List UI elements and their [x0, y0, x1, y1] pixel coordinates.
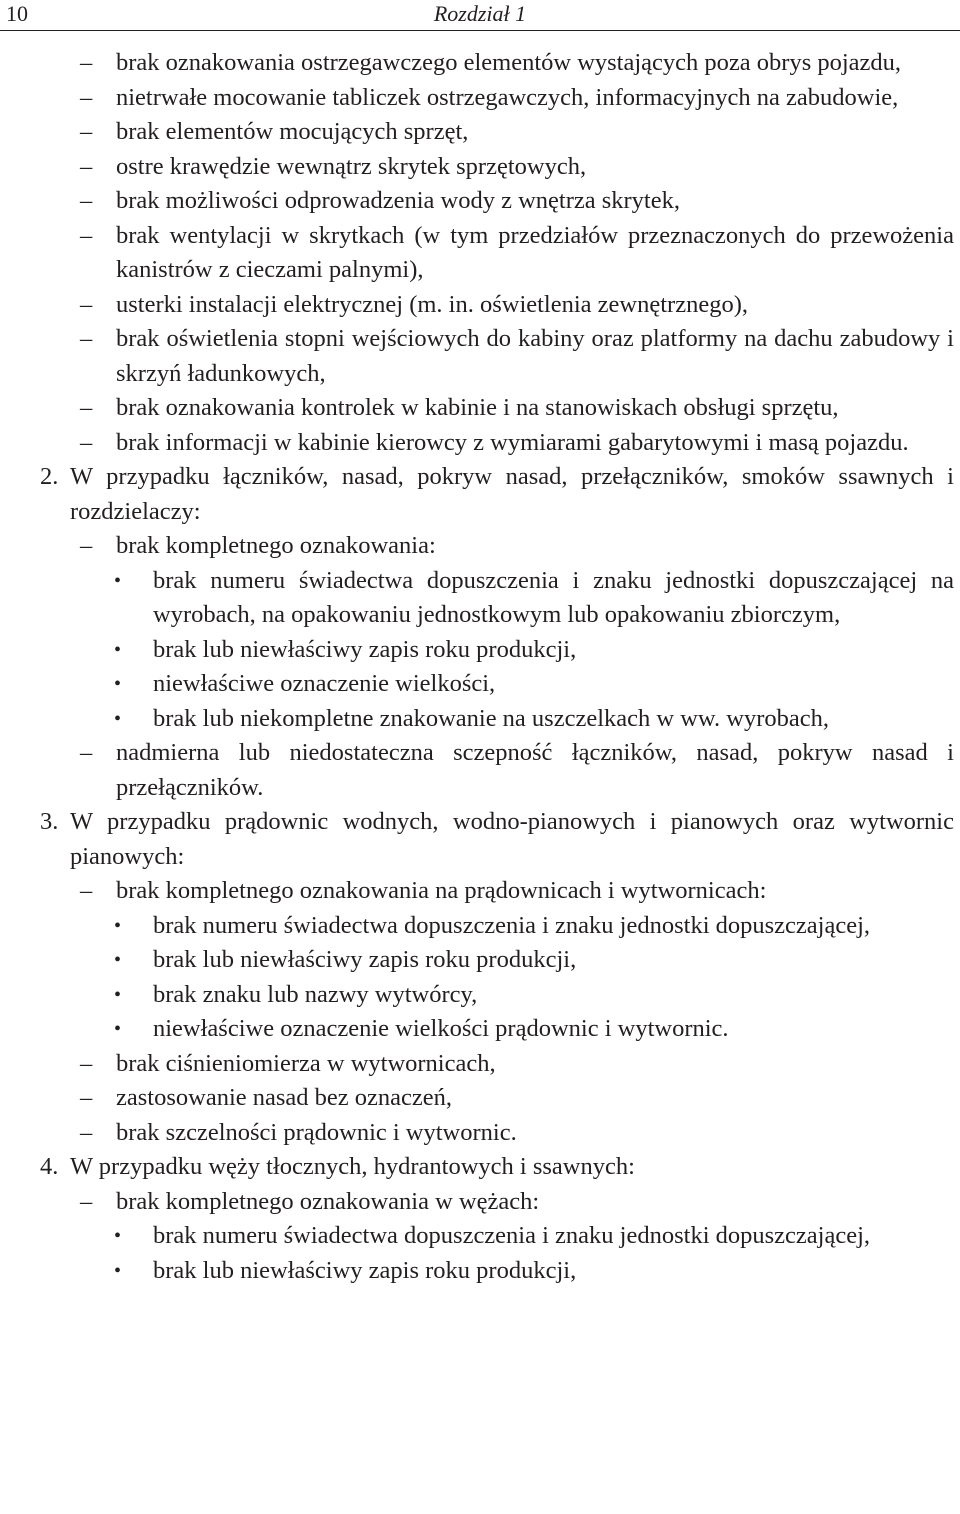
dash-item: [0, 150, 960, 185]
item-text: W przypadku łączników, nasad, pokryw nasad, przełączników, smoków ssawnych i rozdzielaczy:: [70, 463, 954, 525]
dash-marker: –: [80, 325, 93, 352]
bullet-item: [0, 1219, 960, 1254]
dash-item: [0, 529, 960, 564]
numbered-item: [0, 460, 960, 529]
dash-item: [0, 46, 960, 81]
item-text: brak znaku lub nazwy wytwórcy,: [153, 980, 478, 1008]
item-number: 4.: [40, 1153, 59, 1180]
item-text: brak kompletnego oznakowania w wężach:: [116, 1187, 540, 1215]
dash-marker: –: [80, 428, 93, 456]
item-text: brak wentylacji w skrytkach (w tym przedziałów przeznaczonych do przewożenia kanistrów z cieczami palnymi),: [116, 221, 954, 283]
dash-marker: –: [80, 532, 93, 559]
item-text: brak lub niewłaściwy zapis roku produkcji,: [153, 635, 577, 663]
item-text: brak informacji w kabinie kierowcy z wymiarami gabarytowymi i masą pojazdu.: [116, 428, 909, 456]
item-text: brak oznakowania ostrzegawczego elementów wystających poza obrys pojazdu,: [116, 49, 902, 76]
bullet-marker: •: [114, 569, 122, 592]
chapter-title: Rozdział 1: [433, 1, 527, 26]
item-text: brak oświetlenia stopni wejściowych do kabiny oraz platformy na dachu zabudowy i skrzyń ładunkowych,: [116, 325, 954, 387]
item-text: brak oznakowania kontrolek w kabinie i na stanowiskach obsługi sprzętu,: [116, 394, 839, 421]
bullet-item: [0, 564, 960, 633]
item-text: brak ciśnieniomierza w wytwornicach,: [116, 1049, 496, 1077]
dash-item: [0, 81, 960, 116]
bullet-marker: •: [114, 983, 122, 1006]
item-text: niewłaściwe oznaczenie wielkości prądownic i wytwornic.: [153, 1015, 729, 1042]
numbered-item: [0, 1150, 960, 1185]
bullet-marker: •: [114, 949, 122, 971]
item-text: nietrwałe mocowanie tabliczek ostrzegawczych, informacyjnych na zabudowie,: [116, 83, 899, 111]
dash-item: [0, 115, 960, 150]
item-text: brak numeru świadectwa dopuszczenia i znaku jednostki dopuszczającej,: [153, 1222, 871, 1249]
dash-item: [0, 391, 960, 426]
dash-marker: –: [80, 739, 93, 766]
item-text: brak lub niewłaściwy zapis roku produkcji,: [153, 946, 577, 973]
dash-marker: –: [80, 118, 93, 145]
dash-item: [0, 322, 960, 391]
bullet-marker: •: [114, 1259, 122, 1282]
bullet-marker: •: [114, 1225, 122, 1247]
running-header: [0, 0, 960, 31]
item-text: brak lub niewłaściwy zapis roku produkcji,: [153, 1256, 577, 1284]
dash-marker: –: [80, 1049, 93, 1077]
bullet-marker: •: [114, 707, 122, 730]
dash-marker: –: [80, 187, 93, 214]
item-number: 3.: [40, 808, 59, 835]
dash-item: [0, 1081, 960, 1116]
dash-item: [0, 426, 960, 461]
bullet-item: [0, 1254, 960, 1289]
dash-marker: –: [80, 152, 93, 180]
item-text: zastosowanie nasad bez oznaczeń,: [116, 1084, 453, 1111]
bullet-item: [0, 633, 960, 668]
bullet-marker: •: [114, 914, 122, 937]
dash-marker: –: [80, 1084, 93, 1111]
bullet-item: [0, 667, 960, 702]
item-text: brak lub niekompletne znakowanie na uszczelkach w ww. wyrobach,: [153, 704, 829, 732]
bullet-item: [0, 1012, 960, 1047]
item-text: ostre krawędzie wewnątrz skrytek sprzętowych,: [116, 152, 587, 180]
item-text: brak elementów mocujących sprzęt,: [116, 118, 469, 145]
item-number: 2.: [40, 463, 59, 490]
dash-item: [0, 736, 960, 805]
dash-item: [0, 874, 960, 909]
item-text: brak szczelności prądownic i wytwornic.: [116, 1118, 517, 1146]
bullet-item: [0, 978, 960, 1013]
dash-marker: –: [80, 221, 93, 249]
dash-marker: –: [80, 290, 93, 318]
item-text: W przypadku prądownic wodnych, wodno-pianowych i pianowych oraz wytwornic pianowych:: [70, 808, 954, 870]
dash-item: [0, 288, 960, 323]
item-text: brak kompletnego oznakowania na prądownicach i wytwornicach:: [116, 877, 767, 904]
dash-item: [0, 1185, 960, 1220]
item-text: usterki instalacji elektrycznej (m. in. oświetlenia zewnętrznego),: [116, 290, 748, 318]
bullet-item: [0, 702, 960, 737]
page-number: 10: [6, 1, 28, 26]
item-text: brak możliwości odprowadzenia wody z wnętrza skrytek,: [116, 187, 680, 214]
dash-marker: –: [80, 1118, 93, 1146]
dash-marker: –: [80, 83, 93, 111]
dash-item: [0, 1047, 960, 1082]
item-text: nadmierna lub niedostateczna sczepność łączników, nasad, pokryw nasad i przełączników.: [116, 739, 954, 801]
item-text: brak kompletnego oznakowania:: [116, 532, 436, 559]
bullet-marker: •: [114, 638, 122, 661]
item-text: brak numeru świadectwa dopuszczenia i znaku jednostki dopuszczającej,: [153, 911, 871, 939]
body-text: [0, 46, 960, 1288]
dash-marker: –: [80, 49, 93, 76]
numbered-item: [0, 805, 960, 874]
dash-marker: –: [80, 877, 93, 904]
item-text: niewłaściwe oznaczenie wielkości,: [153, 670, 496, 697]
dash-item: [0, 1116, 960, 1151]
bullet-marker: •: [114, 673, 122, 695]
dash-marker: –: [80, 1187, 93, 1215]
dash-item: [0, 219, 960, 288]
item-text: brak numeru świadectwa dopuszczenia i znaku jednostki dopuszczającej na wyrobach, na opakowaniu jednostkowym lub opakowaniu zbiorczym,: [153, 566, 954, 628]
dash-item: [0, 184, 960, 219]
dash-marker: –: [80, 394, 93, 421]
bullet-item: [0, 909, 960, 944]
bullet-item: [0, 943, 960, 978]
item-text: W przypadku węży tłocznych, hydrantowych i ssawnych:: [70, 1153, 635, 1180]
bullet-marker: •: [114, 1018, 122, 1040]
